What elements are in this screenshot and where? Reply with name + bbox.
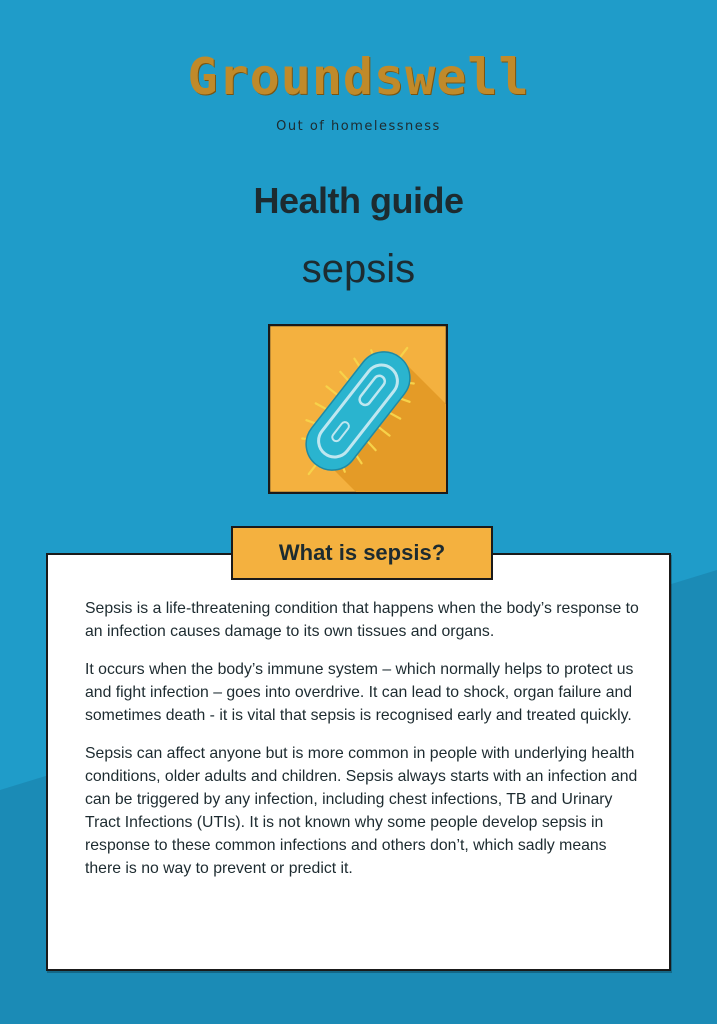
page-title: Health guide [253, 180, 464, 221]
paragraph: Sepsis is a life-threatening condition that happens when the body’s response to an infection causes damage to its own tissues and organs. [85, 600, 639, 640]
bacterium-icon [268, 324, 448, 494]
brand-tagline: Out of homelessness [276, 119, 441, 134]
paragraph: It occurs when the body’s immune system – which normally helps to protect us and fight infection – goes into overdrive. It can lead to shock, organ failure and sometimes death - it is vital that sepsis is recognised early and treated quickly. [85, 661, 634, 724]
paragraph: Sepsis can affect anyone but is more common in people with underlying health conditions, older adults and children. Sepsis always starts with an infection and can be triggered by any infection, including chest infections, TB and Urinary Tract Infections (UTIs). It is not known why some people develop sepsis in response to these common infections and others don’t, which sadly means there is no way to prevent or predict it. [85, 745, 638, 877]
section-heading: What is sepsis? [231, 526, 493, 580]
card-body [85, 597, 645, 895]
page-subtitle: sepsis [301, 247, 416, 291]
brand-logo: Groundswell [187, 48, 530, 106]
